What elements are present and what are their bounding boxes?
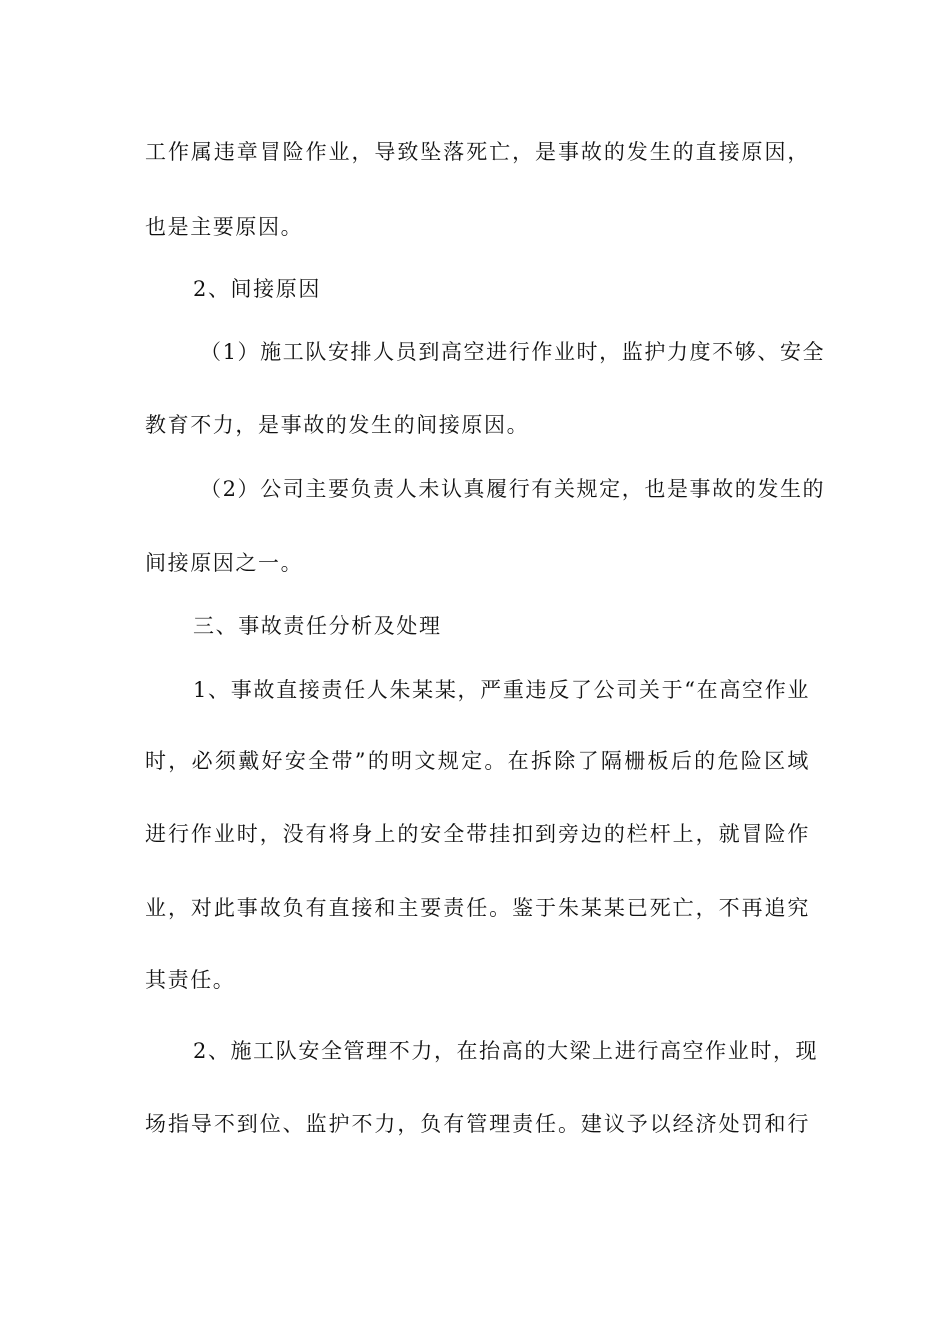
body-text-line: 业，对此事故负有直接和主要责任。鉴于朱某某已死亡，不再追究 xyxy=(145,896,810,920)
body-text-line: 2、施工队安全管理不力，在抬高的大梁上进行高空作业时，现 xyxy=(193,1039,819,1063)
body-text-line: 场指导不到位、监护不力，负有管理责任。建议予以经济处罚和行 xyxy=(145,1112,810,1136)
section-heading: 三、事故责任分析及处理 xyxy=(193,614,442,638)
body-text-line: 其责任。 xyxy=(145,968,236,992)
body-text-line: 时，必须戴好安全带”的明文规定。在拆除了隔栅板后的危险区域 xyxy=(145,749,810,773)
body-text-line: 1、事故直接责任人朱某某，严重违反了公司关于“在高空作业 xyxy=(193,678,810,702)
body-text-line: 教育不力，是事故的发生的间接原因。 xyxy=(145,413,530,437)
body-text-line: 间接原因之一。 xyxy=(145,551,304,575)
body-text-line: 工作属违章冒险作业，导致坠落死亡，是事故的发生的直接原因， xyxy=(145,140,810,164)
body-text-line: （2）公司主要负责人未认真履行有关规定，也是事故的发生的 xyxy=(200,477,826,501)
body-text-line: 也是主要原因。 xyxy=(145,215,304,239)
section-heading: 2、间接原因 xyxy=(193,277,321,301)
body-text-line: 进行作业时，没有将身上的安全带挂扣到旁边的栏杆上，就冒险作 xyxy=(145,822,810,846)
body-text-line: （1）施工队安排人员到高空进行作业时，监护力度不够、安全 xyxy=(200,340,826,364)
